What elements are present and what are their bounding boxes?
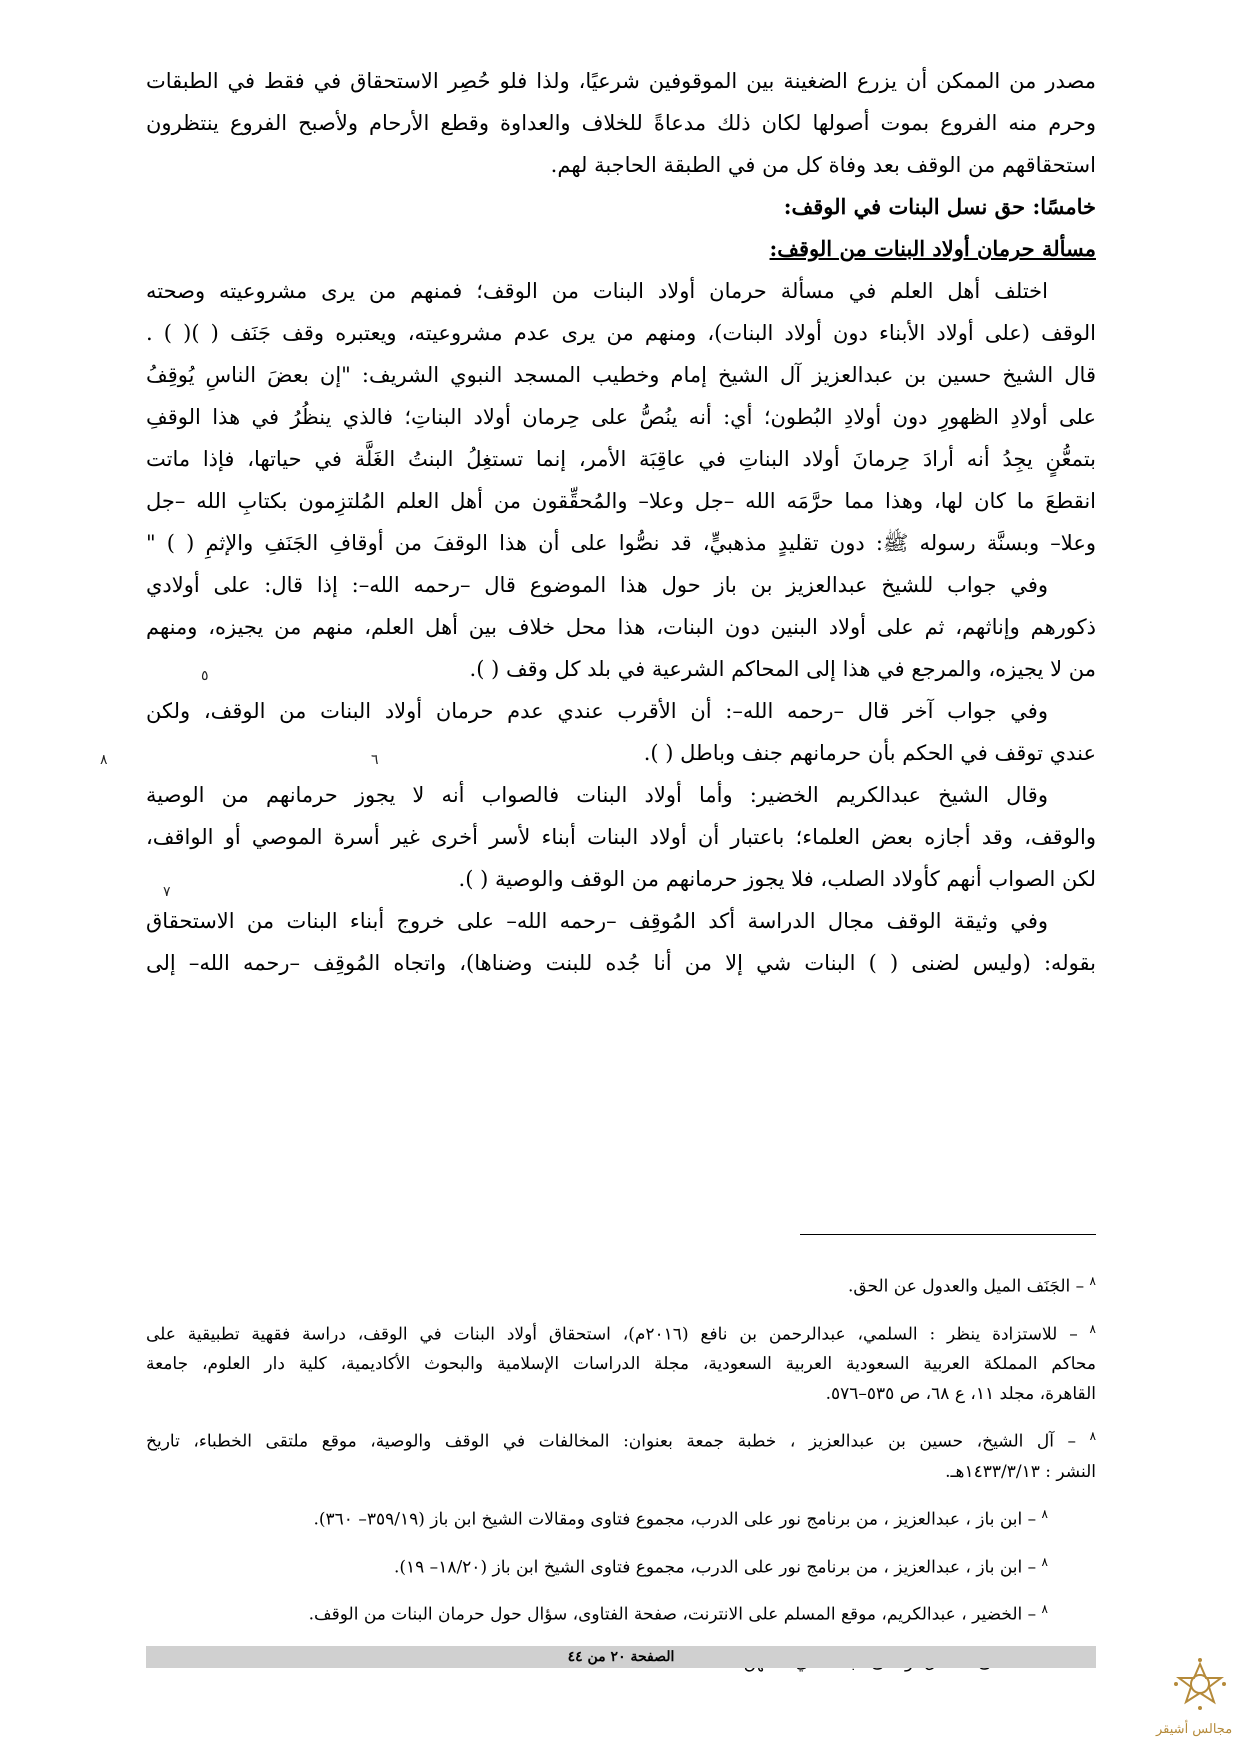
body-line: من لا يجيزه، والمرجع في هذا إلى المحاكم الشرعية في بلد كل وقف ( ).: [469, 657, 1096, 681]
body-line: والوقف، وقد أجازه بعض العلماء؛ باعتبار أن أولاد البنات أبناء لأسر أخرى غير أسرة الموصي أو الواقف،: [146, 825, 1096, 849]
body-line: انقطعَ ما كان لها، وهذا مما حرَّمَه الله –جل وعلا– والمُحقِّقون من أهل العلم المُلتزِمون بكتابِ الله –جل: [146, 489, 1096, 513]
footnote-text: – آل الشيخ، حسين بن عبدالعزيز ، خطبة جمعة بعنوان: المخالفات في الوقف والوصية، موقع ملتقى الخطباء، تاريخ: [146, 1431, 1077, 1452]
body-line: استحقاقهم من الوقف بعد وفاة كل من في الطبقة الحاجبة لهم.: [550, 153, 1096, 177]
footnote-continuation: [146, 1379, 1096, 1409]
page-number: الصفحة ٢٠ من ٤٤: [567, 1649, 675, 1665]
body-line: مصدر من الممكن أن يزرع الضغينة بين الموقوفين شرعيًا، ولذا فلو حُصِر الاستحقاق في فقط في الطبقات: [146, 69, 1096, 93]
footnote: [146, 1547, 1096, 1583]
body-line: وفي وثيقة الوقف مجال الدراسة أكد المُوقِف –رحمه الله– على خروج أبناء البنات من الاستحقاق: [146, 909, 1048, 933]
footnote-continuation: [146, 1349, 1096, 1379]
footnote-text: – ابن باز ، عبدالعزيز ، من برنامج نور على الدرب، مجموع فتاوى الشيخ ابن باز (١٨/٢٠– ١٩).: [393, 1557, 1037, 1578]
body-line: بتمعُّنٍ يجِدُ أنه أرادَ حِرمانَ أولاد البناتِ في عاقِبَة الأمر، إنما تستغِلُ البنتُ الغَلَّة في حياتها، فإذا ماتت: [146, 447, 1096, 471]
footnote: [146, 1594, 1096, 1630]
footnote-text: – الجَنَف الميل والعدول عن الحق.: [847, 1276, 1085, 1297]
footnote-marker: ٧: [163, 884, 171, 900]
section-heading: خامسًا: حق نسل البنات في الوقف:: [783, 194, 1096, 219]
footnote-number: ٨: [1041, 1506, 1048, 1521]
footnote-text: – للاستزادة ينظر : السلمي، عبدالرحمن بن نافع (٢٠١٦م)، استحقاق أولاد البنات في الوقف، دراسة فقهية تطبيقية على: [146, 1324, 1078, 1345]
body-text: [146, 60, 1096, 984]
body-line: وقال الشيخ عبدالكريم الخضير: وأما أولاد البنات فالصواب أنه لا يجوز حرمانهم من الوصية: [146, 783, 1048, 807]
page-footer: [146, 1646, 1096, 1668]
footnote-number: ٨: [1089, 1429, 1097, 1444]
footnote-text: القاهرة، مجلد ١١، ع ٦٨، ص ٥٣٥–٥٧٦.: [825, 1384, 1096, 1405]
body-line: وعلا– وبسنَّة رسوله ﷺ: دون تقليدٍ مذهبيٍّ، قد نصُّوا على أن هذا الوقفَ من أوقافِ الجَنَفِ والإثمِ ( ) ": [146, 531, 1096, 555]
body-line: وحرم منه الفروع بموت أصولها لكان ذلك مدعاةً للخلاف والعداوة وقطع الأرحام ولأصبح الفروع ينتظرون: [146, 111, 1096, 135]
site-logo-text: مجالس أشيقر: [1156, 1722, 1233, 1737]
body-line: اختلف أهل العلم في مسألة حرمان أولاد البنات من الوقف؛ فمنهم من يرى مشروعيته وصحته: [146, 279, 1048, 303]
body-line: ذكورهم وإناثهم، ثم على أولاد البنين دون البنات، هذا محل خلاف بين أهل العلم، منهم من يجيزه، ومنهم: [146, 615, 1096, 639]
subsection-heading: مسألة حرمان أولاد البنات من الوقف:: [769, 236, 1096, 261]
footnote-marker: ٨: [100, 752, 108, 768]
body-line: الوقف (على أولاد الأبناء دون أولاد البنات)، ومنهم من يرى عدم مشروعيته، ويعتبره وقف جَنَف ( )( ) .: [146, 321, 1096, 345]
footnote-marker: ٦: [371, 752, 379, 768]
footnote-text: محاكم المملكة العربية السعودية العربية السعودية، مجلة الدراسات الإسلامية والبحوث الأكاديمية، كلية دار العلوم، جامعة: [146, 1354, 1096, 1375]
body-line: قال الشيخ حسين بن عبدالعزيز آل الشيخ إمام وخطيب المسجد النبوي الشريف: "إن بعضَ الناسِ يُوقِفُ: [146, 363, 1096, 387]
footnote-separator: [800, 1234, 1096, 1235]
footnote-continuation: [146, 1457, 1096, 1487]
footnote-text: – الخضير ، عبدالكريم، موقع المسلم على الانترنت، صفحة الفتاوى، سؤال حول حرمان البنات من الوقف.: [308, 1604, 1037, 1625]
footnote: [146, 1421, 1096, 1457]
footnotes: [146, 1266, 1096, 1678]
footnote-number: ٨: [1089, 1321, 1096, 1336]
body-line: وفي جواب آخر قال –رحمه الله–: أن الأقرب عندي عدم حرمان أولاد البنات من الوقف، ولكن: [146, 699, 1048, 723]
footnote-number: ٨: [1041, 1602, 1048, 1617]
footnote-marker: ٥: [201, 668, 209, 684]
footnote: [146, 1499, 1096, 1535]
body-line: وفي جواب للشيخ عبدالعزيز بن باز حول هذا الموضوع قال –رحمه الله–: إذا قال: على أولادي: [146, 573, 1048, 597]
footnote: [146, 1266, 1096, 1302]
footnote-number: ٨: [1041, 1554, 1048, 1569]
footnote-text: النشر : ١٤٣٣/٣/١٣هـ.: [945, 1461, 1096, 1482]
body-line: على أولادِ الظهورِ دون أولادِ البُطون؛ أي: أنه ينُصُّ على حِرمان أولاد البناتِ؛ فالذي ينظُرُ في هذا الوقفِ: [146, 405, 1096, 429]
footnote: [146, 1314, 1096, 1350]
body-line: عندي توقف في الحكم بأن حرمانهم جنف وباطل ( ).: [643, 741, 1096, 765]
footnote-text: – ابن باز ، عبدالعزيز ، من برنامج نور على الدرب، مجموع فتاوى ومقالات الشيخ ابن باز (٣٥٩/١٩– ٣٦٠).: [313, 1509, 1037, 1530]
body-line: لكن الصواب أنهم كأولاد الصلب، فلا يجوز حرمانهم من الوقف والوصية ( ).: [458, 867, 1096, 891]
footnote-number: ٨: [1089, 1274, 1096, 1288]
body-line: بقوله: (وليس لضنى ( ) البنات شي إلا من أنا جُده للبنت وضناها)، واتجاه المُوقِف –رحمه الله– إلى: [146, 951, 1096, 975]
